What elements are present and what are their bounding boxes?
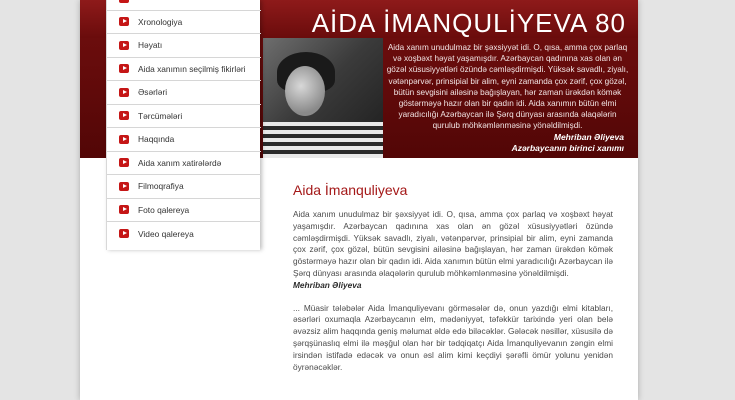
portrait-face bbox=[285, 66, 325, 116]
play-bullet-icon bbox=[119, 17, 129, 26]
menu-item-label: Aida xanımın seçilmiş fikirləri bbox=[138, 63, 246, 74]
menu-item-label: Tərcümələri bbox=[138, 110, 183, 121]
intro-paragraph: Aida xanım unudulmaz bir şəxsiyyət idi. O, qısa, amma çox parlaq və xoşbəxt həyat yaşamışdır. Azərbaycan qadınına xas olan ən gözəl xüsusiyyətləri özündə cəmləşdirmişdi. Yüksək savadlı, ziyalı, vətənpərvər, prinsipial bir alim, eyni zamanda çox zərif, çox gözəl, bütün sevgisini ailəsinə bağışlayan, hər zaman ürəkdən kömək göstərməyə hazır olan bir qadın idi. Aida xanımın bütün elmi yaradıcılığı Azərbaycan ilə Şərq dünyası arasında əlaqələrin qurulub möhkəmlənməsinə yönəldilmişdi. bbox=[293, 209, 613, 278]
play-bullet-icon bbox=[119, 182, 129, 191]
menu-item-label: Foto qalereya bbox=[138, 204, 190, 215]
play-bullet-icon bbox=[119, 229, 129, 238]
play-bullet-icon bbox=[119, 88, 129, 97]
menu-item-xronologiya[interactable] bbox=[107, 11, 261, 35]
portrait-shirt bbox=[263, 122, 383, 158]
banner-quote: Aida xanım unudulmaz bir şəxsiyyət idi. O, qısa, amma çox parlaq və xoşbəxt həyat yaşamışdır. Azərbaycan qadınına xas olan ən gözəl xüsusiyyətləri özündə cəmləşdirmişdi. Yüksək savadlı, ziyalı, vətənpərvər, prinsipial bir alim, eyni zamanda çox zərif, çox gözəl, bütün sevgisini ailəsinə bağışlayan, hər zaman ürəkdən kömək göstərməyə hazır olan bir qadın idi. Aida xanımın bütün elmi yaradıcılığı Azərbaycan ilə Şərq dünyası arasında əlaqələrin qurulub möhkəmlənməsinə yönəldilmişdi. bbox=[386, 43, 629, 131]
menu-item-filmoqrafiya[interactable] bbox=[107, 175, 261, 199]
menu-item-haqqinda[interactable] bbox=[107, 128, 261, 152]
banner-title: AİDA İMANQULİYEVA 80 bbox=[311, 8, 626, 38]
menu-item-label: Həyatı bbox=[138, 40, 163, 51]
play-bullet-icon bbox=[119, 111, 129, 120]
menu-item-label: Əsərləri bbox=[138, 87, 168, 98]
menu-item-eserleri[interactable] bbox=[107, 81, 261, 105]
menu-item-foto-qalereya[interactable] bbox=[107, 199, 261, 223]
portrait-photo bbox=[263, 38, 383, 158]
menu-item-label: Video qalereya bbox=[138, 228, 194, 239]
page-container bbox=[80, 0, 638, 400]
menu-item-label: Aida xanım xatirələrdə bbox=[138, 157, 222, 168]
menu-item-heyati[interactable] bbox=[107, 34, 261, 58]
play-bullet-icon bbox=[119, 205, 129, 214]
menu-item-label: Xronologiya bbox=[138, 16, 183, 27]
play-bullet-icon bbox=[119, 135, 129, 144]
paragraph-signature: Mehriban Əliyeva bbox=[293, 279, 362, 290]
menu-item-xatirelerde[interactable] bbox=[107, 152, 261, 176]
main-content bbox=[293, 182, 613, 373]
play-bullet-icon bbox=[119, 41, 129, 50]
play-bullet-icon bbox=[119, 0, 129, 3]
play-bullet-icon bbox=[119, 158, 129, 167]
play-bullet-icon bbox=[119, 64, 129, 73]
menu-item-label: Haqqında bbox=[138, 134, 175, 145]
banner-signature bbox=[424, 132, 624, 154]
banner-signature-role: Azərbaycanın birinci xanımı bbox=[511, 143, 624, 153]
second-paragraph: ... Müasir tələbələr Aida İmanquliyevanı görməsələr də, onun yazdığı elmi kitabları, əsərləri oxumaqla Azərbaycanın elm, mədəniyyət, təfəkkür tarixində yeri olan belə əvəzsiz alim haqqında geniş məlumat əldə edə biləcəklər. Gələcək nəsillər, xüsusilə də şərqşünaslıq elmi ilə məşğul olan hər bir tədqiqatçı Aida İmanquliyevanın zəngin elmi irsindən istifadə edəcək və onun əsl alim kimi keçdiyi şərəfli ömür yolunu yenidən öyrənəcəklər. bbox=[293, 302, 613, 372]
page-title: Aida İmanquliyeva bbox=[293, 182, 408, 198]
menu-item-video-qalereya[interactable] bbox=[107, 222, 261, 246]
menu-item-fikirleri[interactable] bbox=[107, 58, 261, 82]
sidebar-menu bbox=[106, 0, 260, 250]
banner-signature-name: Mehriban Əliyeva bbox=[553, 132, 624, 142]
menu-item-label: Filmoqrafiya bbox=[138, 181, 184, 192]
menu-item-top[interactable] bbox=[107, 0, 261, 11]
menu-item-tercumeleri[interactable] bbox=[107, 105, 261, 129]
